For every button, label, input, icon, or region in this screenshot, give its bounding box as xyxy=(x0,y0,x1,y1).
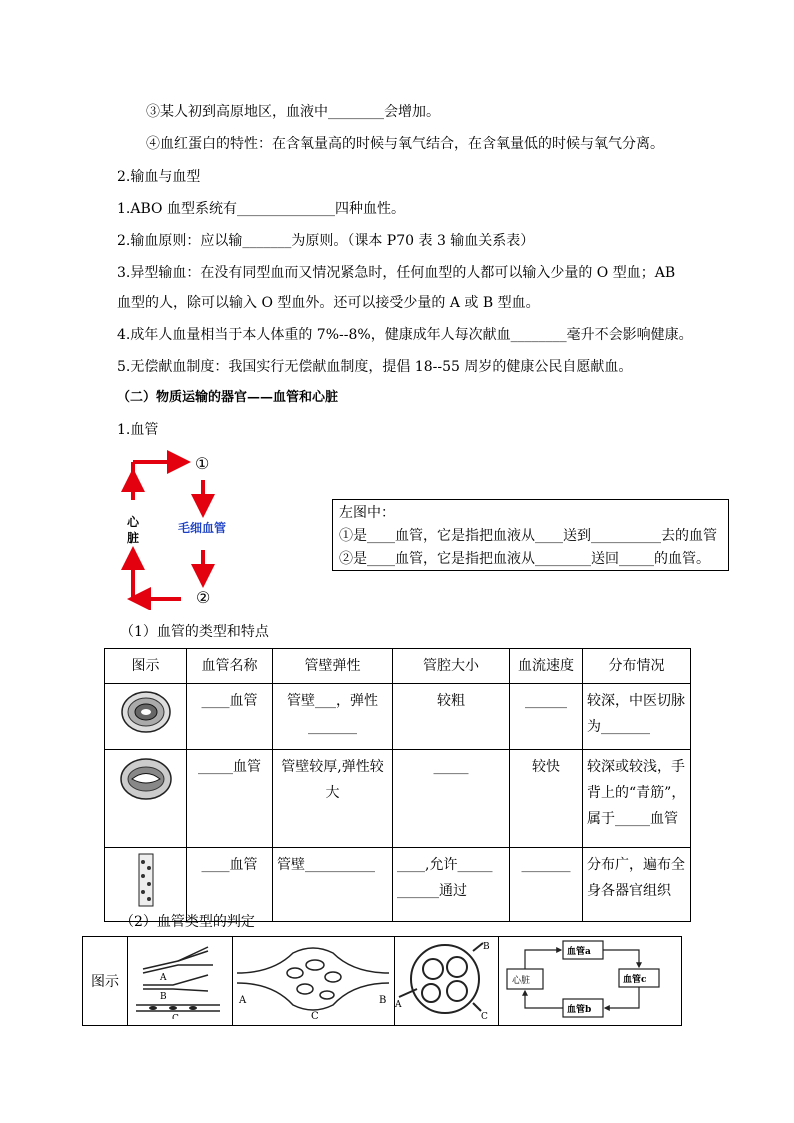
table-row xyxy=(105,750,691,848)
transfusion-heading: 2.输血与血型 xyxy=(117,169,201,185)
fig2-label-a: A xyxy=(239,995,247,1006)
judge-fig-1 xyxy=(128,937,233,1026)
th-wall: 管壁弹性 xyxy=(273,649,393,684)
fig4-vessel-c: 血管c xyxy=(623,975,647,985)
th-distribution: 分布情况 xyxy=(583,649,691,684)
fig1-label-c: C xyxy=(172,1014,179,1019)
row1-name: ____血管 xyxy=(187,684,273,750)
capillary-network-figure xyxy=(233,937,393,1021)
vein-figure xyxy=(105,750,187,848)
table-row xyxy=(105,684,691,750)
table2-caption: （2）血管类型的判定 xyxy=(120,914,255,930)
transfusion-p2: 2.输血原则：应以输_______为原则。（课本 P70 表 3 输血关系表） xyxy=(117,233,535,249)
th-lumen: 管腔大小 xyxy=(393,649,510,684)
organs-heading: （二）物质运输的器官——血管和心脏 xyxy=(117,390,339,405)
judge-fig-3 xyxy=(395,937,499,1026)
row2-name: _____血管 xyxy=(187,750,273,848)
item-3: ③某人初到高原地区，血液中________会增加。 xyxy=(146,104,440,120)
label-vessel-1: ① xyxy=(195,454,210,473)
row2-wall: 管壁较厚,弹性较大 xyxy=(273,750,393,848)
fig2-label-b: B xyxy=(379,995,387,1006)
row2-distribution: 较深或较浅，手背上的“青筋”，属于_____血管 xyxy=(583,750,691,848)
row1-speed: ______ xyxy=(510,684,583,750)
row3-name: ____血管 xyxy=(187,848,273,922)
judge-row-label: 图示 xyxy=(83,937,128,1026)
fig4-vessel-a: 血管a xyxy=(567,947,591,957)
transfusion-p3b: 血型的人，除可以输入 O 型血外。还可以接受少量的 A 或 B 型血。 xyxy=(117,295,540,311)
row3-distribution: 分布广，遍布全身各器官组织 xyxy=(583,848,691,922)
branching-vessels-figure xyxy=(128,939,228,1019)
table1-caption: （1）血管的类型和特点 xyxy=(120,624,269,640)
th-speed: 血流速度 xyxy=(510,649,583,684)
heart-label: 心 脏 xyxy=(127,515,140,545)
row3-speed: _______ xyxy=(510,848,583,922)
row2-lumen: _____ xyxy=(393,750,510,848)
fill-in-box xyxy=(332,499,729,571)
table-row xyxy=(105,848,691,922)
item-4: ④血红蛋白的特性：在含氧量高的时候与氧气结合，在含氧量低的时候与氧气分离。 xyxy=(146,136,664,152)
fig1-label-b: B xyxy=(160,992,167,1002)
row3-wall: 管壁__________ xyxy=(273,848,393,922)
fig4-heart: 心脏 xyxy=(512,976,531,986)
artery-cross-section-icon xyxy=(118,688,174,736)
judge-fig-4 xyxy=(499,937,682,1026)
heart-vessel-loop-figure xyxy=(499,937,675,1021)
th-figure: 图示 xyxy=(105,649,187,684)
vein-cross-section-icon xyxy=(118,754,174,804)
fig3-label-c: C xyxy=(481,1012,488,1021)
row1-distribution: 较深，中医切脉为_______ xyxy=(583,684,691,750)
fig3-label-a: A xyxy=(395,1000,402,1010)
vessel-judgement-table xyxy=(82,936,682,1026)
row2-speed: 较快 xyxy=(510,750,583,848)
capillary-label: 毛细血管 xyxy=(178,521,227,535)
row1-lumen: 较粗 xyxy=(393,684,510,750)
alveoli-figure xyxy=(395,937,495,1021)
label-vessel-2: ② xyxy=(196,588,211,607)
capillary-icon xyxy=(131,852,161,908)
table-header-row xyxy=(105,649,691,684)
vessel-type-table xyxy=(104,648,691,922)
transfusion-p3a: 3.异型输血：在没有同型血而又情况紧急时，任何血型的人都可以输入少量的 O 型血；AB xyxy=(117,265,676,281)
fig1-label-a: A xyxy=(160,973,167,983)
capillary-figure xyxy=(105,848,187,922)
artery-figure xyxy=(105,684,187,750)
row1-wall: 管壁___，弹性_______ xyxy=(273,684,393,750)
box-title: 左图中： xyxy=(339,505,395,521)
box-line-1: ①是____血管，它是指把血液从____送到__________去的血管 xyxy=(339,528,717,544)
box-line-2: ②是____血管，它是指把血液从________送回_____的血管。 xyxy=(339,551,710,567)
transfusion-p5: 5.无偿献血制度：我国实行无偿献血制度，提倡 18--55 周岁的健康公民自愿献血。 xyxy=(117,359,633,375)
fig2-label-c: C xyxy=(311,1011,319,1021)
th-name: 血管名称 xyxy=(187,649,273,684)
fig4-vessel-b: 血管b xyxy=(567,1005,592,1015)
transfusion-p4: 4.成年人血量相当于本人体重的 7%--8%，健康成年人每次献血________毫升不会影响健康。 xyxy=(117,327,693,343)
transfusion-p1: 1.ABO 血型系统有______________四种血性。 xyxy=(117,201,405,217)
row3-lumen: ____,允许_____ ______通过 xyxy=(393,848,510,922)
fig3-label-b: B xyxy=(483,942,490,952)
judge-fig-2 xyxy=(233,937,395,1026)
vessel-subheading: 1.血管 xyxy=(117,422,159,438)
